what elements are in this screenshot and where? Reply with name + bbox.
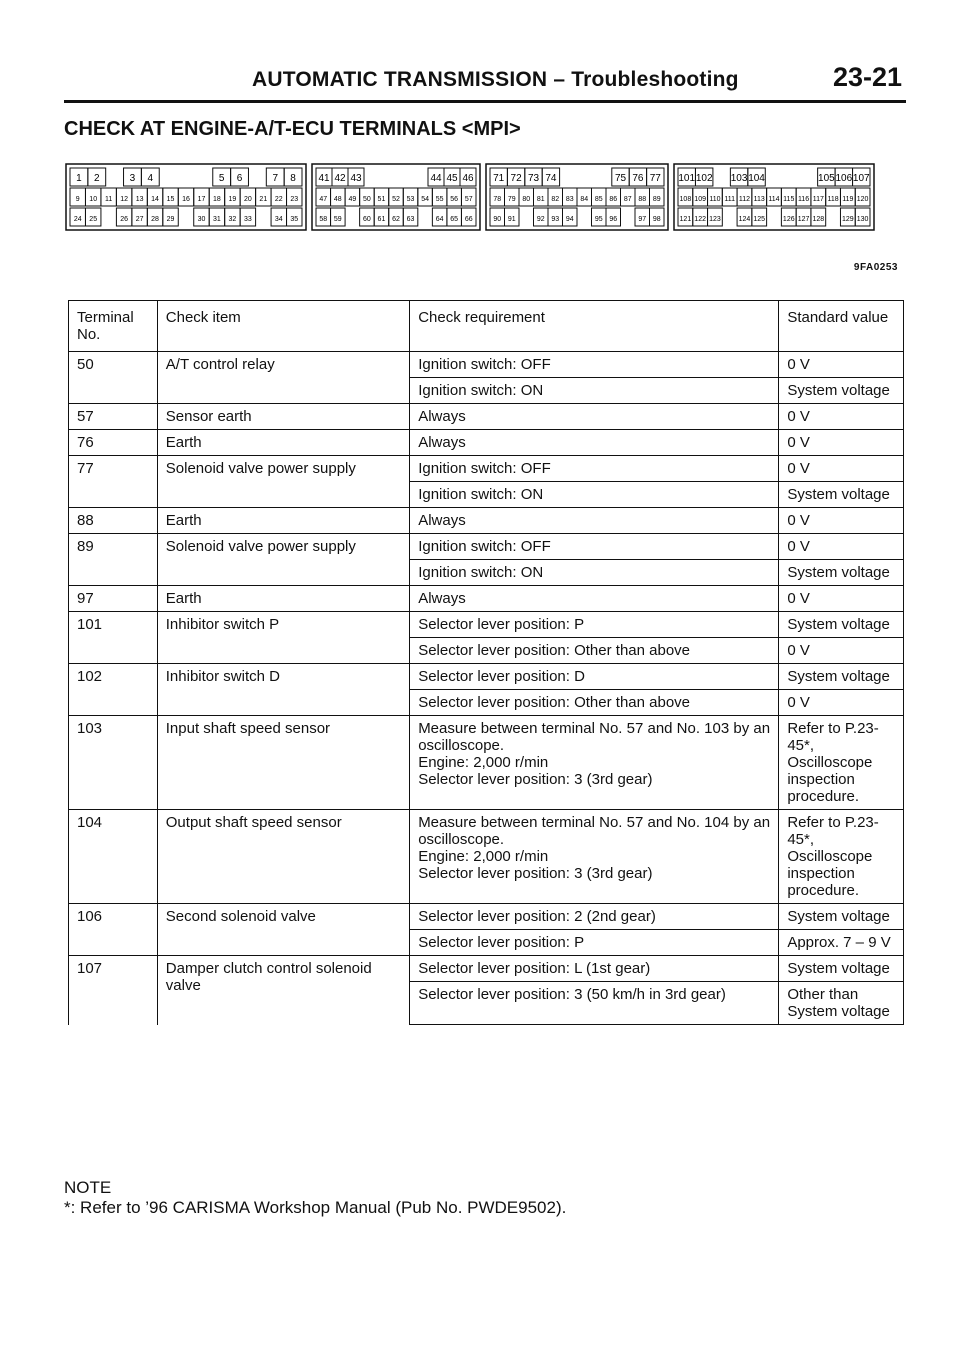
header-check-requirement: Check requirement	[410, 301, 779, 352]
header-title: AUTOMATIC TRANSMISSION – Troubleshooting	[252, 68, 739, 91]
connector-pin-label: 48	[333, 196, 342, 203]
connector-pin-label: 23	[290, 196, 299, 203]
cell-terminal: 88	[69, 508, 158, 534]
table-row	[69, 430, 904, 456]
connector-pin-label: 74	[545, 173, 557, 184]
table-row	[69, 586, 904, 612]
connector-pin-label: 63	[406, 216, 415, 223]
connector-pin-label: 58	[319, 216, 328, 223]
connector-pin-label: 98	[652, 216, 661, 223]
connector-pin-label: 96	[609, 216, 618, 223]
connector-pin-label: 107	[852, 173, 870, 184]
connector-pin-label: 66	[464, 216, 473, 223]
connector-pin-label: 121	[679, 216, 692, 223]
table-row	[69, 534, 904, 560]
header-standard-value: Standard value	[779, 301, 904, 352]
connector-pin-label: 31	[213, 216, 221, 223]
connector-pin-label: 91	[507, 216, 516, 223]
connector-pin-label: 9	[75, 196, 80, 203]
connector-pin-label: 80	[522, 196, 531, 203]
cell-check-item: Second solenoid valve	[157, 904, 409, 956]
connector-pin-label: 62	[392, 216, 400, 223]
cell-check-requirement: Always	[410, 586, 779, 612]
cell-standard-value: Approx. 7 – 9 V	[779, 930, 904, 956]
connector-pin-label: 60	[363, 216, 371, 223]
connector-pin-label: 116	[797, 196, 810, 203]
connector-pin-label: 127	[797, 216, 810, 223]
cell-check-item: A/T control relay	[157, 352, 409, 404]
connector-pin-label: 7	[272, 173, 279, 184]
cell-check-requirement: Selector lever position: L (1st gear)	[410, 956, 779, 982]
cell-terminal: 102	[69, 664, 158, 716]
cell-check-item: Sensor earth	[157, 404, 409, 430]
cell-standard-value: 0 V	[779, 430, 904, 456]
cell-check-requirement: Selector lever position: Other than above	[410, 690, 779, 716]
connector-pin-label: 118	[827, 196, 839, 203]
connector-pin-label: 16	[182, 196, 190, 203]
cell-check-requirement: Ignition switch: ON	[410, 378, 779, 404]
cell-check-item: Earth	[157, 586, 409, 612]
cell-check-requirement: Ignition switch: ON	[410, 482, 779, 508]
cell-standard-value: System voltage	[779, 560, 904, 586]
cell-standard-value: 0 V	[779, 456, 904, 482]
connector-pin-label: 93	[551, 216, 560, 223]
connector-pin-label: 14	[151, 196, 159, 203]
connector-pin-label: 19	[228, 196, 237, 203]
cell-standard-value: System voltage	[779, 482, 904, 508]
connector-pin-label: 57	[464, 196, 473, 203]
connector-pin-label: 24	[73, 216, 82, 223]
cell-terminal: 106	[69, 904, 158, 956]
connector-pin-label: 78	[493, 196, 502, 203]
cell-check-requirement: Always	[410, 430, 779, 456]
connector-pin-label: 1	[76, 173, 82, 184]
connector-pin-label: 102	[695, 173, 713, 184]
connector-pin-label: 76	[632, 173, 644, 184]
connector-pin-label: 79	[507, 196, 516, 203]
connector-pin-label: 13	[135, 196, 144, 203]
header-rule	[64, 100, 906, 103]
cell-terminal: 50	[69, 352, 158, 404]
connector-pin-label: 3	[129, 173, 136, 184]
cell-standard-value: Other than System voltage	[779, 982, 904, 1025]
table-row	[69, 404, 904, 430]
connector-pin-label: 71	[493, 173, 505, 184]
connector-pin-label: 26	[120, 216, 129, 223]
connector-pin-label: 86	[609, 196, 618, 203]
connector-pin-label: 103	[730, 173, 748, 184]
connector-pin-label: 22	[274, 196, 283, 203]
connector-pin-label: 8	[290, 173, 296, 184]
page-header	[64, 62, 906, 102]
cell-terminal: 89	[69, 534, 158, 586]
connector-pin-label: 119	[842, 196, 854, 203]
table-row	[69, 904, 904, 930]
cell-check-requirement: Selector lever position: 3 (50 km/h in 3rd gear)	[410, 982, 779, 1025]
connector-pin-label: 53	[406, 196, 415, 203]
connector-pin-label: 105	[818, 173, 835, 184]
connector-pin-label: 112	[738, 196, 751, 203]
cell-standard-value: 0 V	[779, 690, 904, 716]
section-title: CHECK AT ENGINE-A/T-ECU TERMINALS <MPI>	[64, 118, 521, 140]
connector-pin-label: 52	[392, 196, 400, 203]
connector-pin-label: 30	[197, 216, 206, 223]
table-row	[69, 456, 904, 482]
cell-terminal: 77	[69, 456, 158, 508]
connector-pin-label: 108	[679, 196, 692, 203]
table-row	[69, 508, 904, 534]
cell-standard-value: 0 V	[779, 404, 904, 430]
cell-terminal: 57	[69, 404, 158, 430]
connector-pin-label: 104	[748, 173, 765, 184]
cell-check-requirement: Always	[410, 404, 779, 430]
connector-pin-label: 61	[377, 216, 386, 223]
cell-terminal: 101	[69, 612, 158, 664]
connector-pin-label: 32	[228, 216, 237, 223]
connector-pin-label: 95	[594, 216, 603, 223]
cell-standard-value: System voltage	[779, 378, 904, 404]
connector-pin-label: 64	[435, 216, 444, 223]
connector-pin-label: 72	[510, 173, 522, 184]
connector-pin-label: 2	[93, 173, 100, 184]
connector-pin-label: 88	[638, 196, 647, 203]
connector-pin-label: 5	[218, 173, 225, 184]
connector-pin-label: 27	[135, 216, 144, 223]
connector-pin-label: 11	[105, 196, 113, 203]
table-header-row	[69, 301, 904, 352]
cell-standard-value: 0 V	[779, 534, 904, 560]
connector-pin-label: 28	[151, 216, 159, 223]
cell-check-requirement: Selector lever position: 2 (2nd gear)	[410, 904, 779, 930]
cell-check-requirement: Always	[410, 508, 779, 534]
cell-terminal: 104	[69, 810, 158, 904]
cell-check-requirement: Ignition switch: OFF	[410, 352, 779, 378]
connector-pin-label: 130	[856, 216, 869, 223]
note-text: *: Refer to ’96 CARISMA Workshop Manual (Pub No. PWDE9502).	[64, 1198, 567, 1217]
connector-pin-label: 85	[594, 196, 603, 203]
note-label: NOTE	[64, 1178, 112, 1197]
connector-pin-label: 21	[259, 196, 268, 203]
cell-standard-value: Refer to P.23-45*, Oscilloscope inspection procedure.	[779, 810, 904, 904]
cell-standard-value: Refer to P.23-45*, Oscilloscope inspection procedure.	[779, 716, 904, 810]
cell-check-requirement: Ignition switch: OFF	[410, 456, 779, 482]
connector-pin-label: 45	[446, 173, 458, 184]
cell-terminal: 103	[69, 716, 158, 810]
connector-pin-label: 126	[782, 216, 795, 223]
connector-pin-label: 6	[236, 173, 243, 184]
connector-pin-label: 122	[694, 216, 706, 223]
connector-pin-label: 92	[536, 216, 545, 223]
figure-code: 9FA0253	[853, 262, 898, 273]
table-row	[69, 352, 904, 378]
cell-check-requirement: Selector lever position: Other than above	[410, 638, 779, 664]
connector-pin-label: 41	[318, 173, 330, 184]
connector-pin-label: 15	[166, 196, 175, 203]
connector-pin-label: 124	[738, 216, 751, 223]
connector-pin-label: 34	[274, 216, 283, 223]
connector-pin-label: 65	[450, 216, 459, 223]
connector-pin-label: 111	[724, 196, 736, 203]
connector-pin-label: 17	[197, 196, 206, 203]
ecu-connector-diagram	[62, 160, 878, 234]
cell-check-requirement: Measure between terminal No. 57 and No. 103 by an oscilloscope. Engine: 2,000 r/min Selector lever position: 3 (3rd gear)	[410, 716, 779, 810]
connector-pin-label: 115	[783, 196, 795, 203]
cell-check-item: Solenoid valve power supply	[157, 456, 409, 508]
cell-standard-value: System voltage	[779, 956, 904, 982]
connector-pin-label: 120	[856, 196, 869, 203]
table-row	[69, 716, 904, 810]
cell-terminal: 97	[69, 586, 158, 612]
cell-check-requirement: Measure between terminal No. 57 and No. 104 by an oscilloscope. Engine: 2,000 r/min Selector lever position: 3 (3rd gear)	[410, 810, 779, 904]
cell-check-item: Damper clutch control solenoid valve	[157, 956, 409, 1025]
connector-pin-label: 12	[120, 196, 129, 203]
cell-standard-value: System voltage	[779, 904, 904, 930]
cell-check-item: Input shaft speed sensor	[157, 716, 409, 810]
header-check-item: Check item	[157, 301, 409, 352]
table-row	[69, 664, 904, 690]
connector-pin-label: 82	[551, 196, 560, 203]
connector-pin-label: 46	[462, 173, 474, 184]
cell-check-item: Inhibitor switch D	[157, 664, 409, 716]
connector-pin-label: 106	[835, 173, 853, 184]
connector-pin-label: 109	[694, 196, 706, 203]
page-number: 23-21	[832, 62, 902, 92]
cell-terminal: 76	[69, 430, 158, 456]
connector-pin-label: 84	[580, 196, 589, 203]
connector-pin-label: 83	[565, 196, 574, 203]
table-row	[69, 956, 904, 982]
connector-pin-label: 56	[450, 196, 459, 203]
cell-check-requirement: Selector lever position: P	[410, 930, 779, 956]
connector-pin-label: 125	[753, 216, 766, 223]
header-terminal: Terminal No.	[69, 301, 158, 352]
cell-check-item: Earth	[157, 508, 409, 534]
cell-check-requirement: Selector lever position: P	[410, 612, 779, 638]
terminal-check-table	[68, 300, 904, 1025]
connector-pin-label: 49	[348, 196, 357, 203]
cell-standard-value: System voltage	[779, 612, 904, 638]
cell-check-item: Output shaft speed sensor	[157, 810, 409, 904]
connector-pin-label: 18	[213, 196, 221, 203]
connector-pin-label: 75	[614, 173, 627, 184]
connector-pin-label: 81	[536, 196, 545, 203]
connector-pin-label: 110	[709, 196, 721, 203]
connector-pin-label: 123	[709, 216, 721, 223]
connector-pin-label: 25	[89, 216, 98, 223]
connector-pin-label: 97	[638, 216, 647, 223]
cell-standard-value: 0 V	[779, 352, 904, 378]
connector-pin-label: 10	[89, 196, 98, 203]
connector-pin-label: 4	[147, 173, 154, 184]
cell-standard-value: 0 V	[779, 638, 904, 664]
cell-standard-value: System voltage	[779, 664, 904, 690]
connector-pin-label: 101	[678, 173, 696, 184]
connector-pin-label: 42	[334, 173, 346, 184]
connector-pin-label: 55	[435, 196, 444, 203]
table-row	[69, 810, 904, 904]
connector-pin-label: 47	[319, 196, 328, 203]
connector-pin-label: 117	[812, 196, 824, 203]
table-row	[69, 612, 904, 638]
cell-standard-value: 0 V	[779, 508, 904, 534]
cell-check-item: Solenoid valve power supply	[157, 534, 409, 586]
connector-pin-label: 51	[377, 196, 386, 203]
connector-pin-label: 128	[812, 216, 825, 223]
connector-pin-label: 29	[166, 216, 175, 223]
cell-terminal: 107	[69, 956, 158, 1025]
cell-check-requirement: Selector lever position: D	[410, 664, 779, 690]
connector-pin-label: 90	[493, 216, 502, 223]
note	[64, 1178, 566, 1218]
connector-pin-label: 114	[768, 196, 780, 203]
connector-pin-label: 43	[350, 173, 362, 184]
connector-pin-label: 77	[649, 173, 661, 184]
connector-pin-label: 33	[243, 216, 252, 223]
connector-pin-label: 73	[527, 173, 540, 184]
cell-check-requirement: Ignition switch: ON	[410, 560, 779, 586]
connector-pin-label: 50	[363, 196, 371, 203]
cell-check-item: Inhibitor switch P	[157, 612, 409, 664]
connector-pin-label: 113	[753, 196, 765, 203]
connector-pin-label: 94	[565, 216, 574, 223]
connector-pin-label: 89	[652, 196, 661, 203]
connector-pin-label: 129	[842, 216, 854, 223]
cell-standard-value: 0 V	[779, 586, 904, 612]
connector-pin-label: 35	[290, 216, 299, 223]
connector-pin-label: 20	[243, 196, 252, 203]
connector-pin-label: 59	[333, 216, 342, 223]
cell-check-item: Earth	[157, 430, 409, 456]
connector-pin-label: 44	[430, 173, 442, 184]
cell-check-requirement: Ignition switch: OFF	[410, 534, 779, 560]
connector-pin-label: 87	[623, 196, 632, 203]
connector-pin-label: 54	[421, 196, 429, 203]
